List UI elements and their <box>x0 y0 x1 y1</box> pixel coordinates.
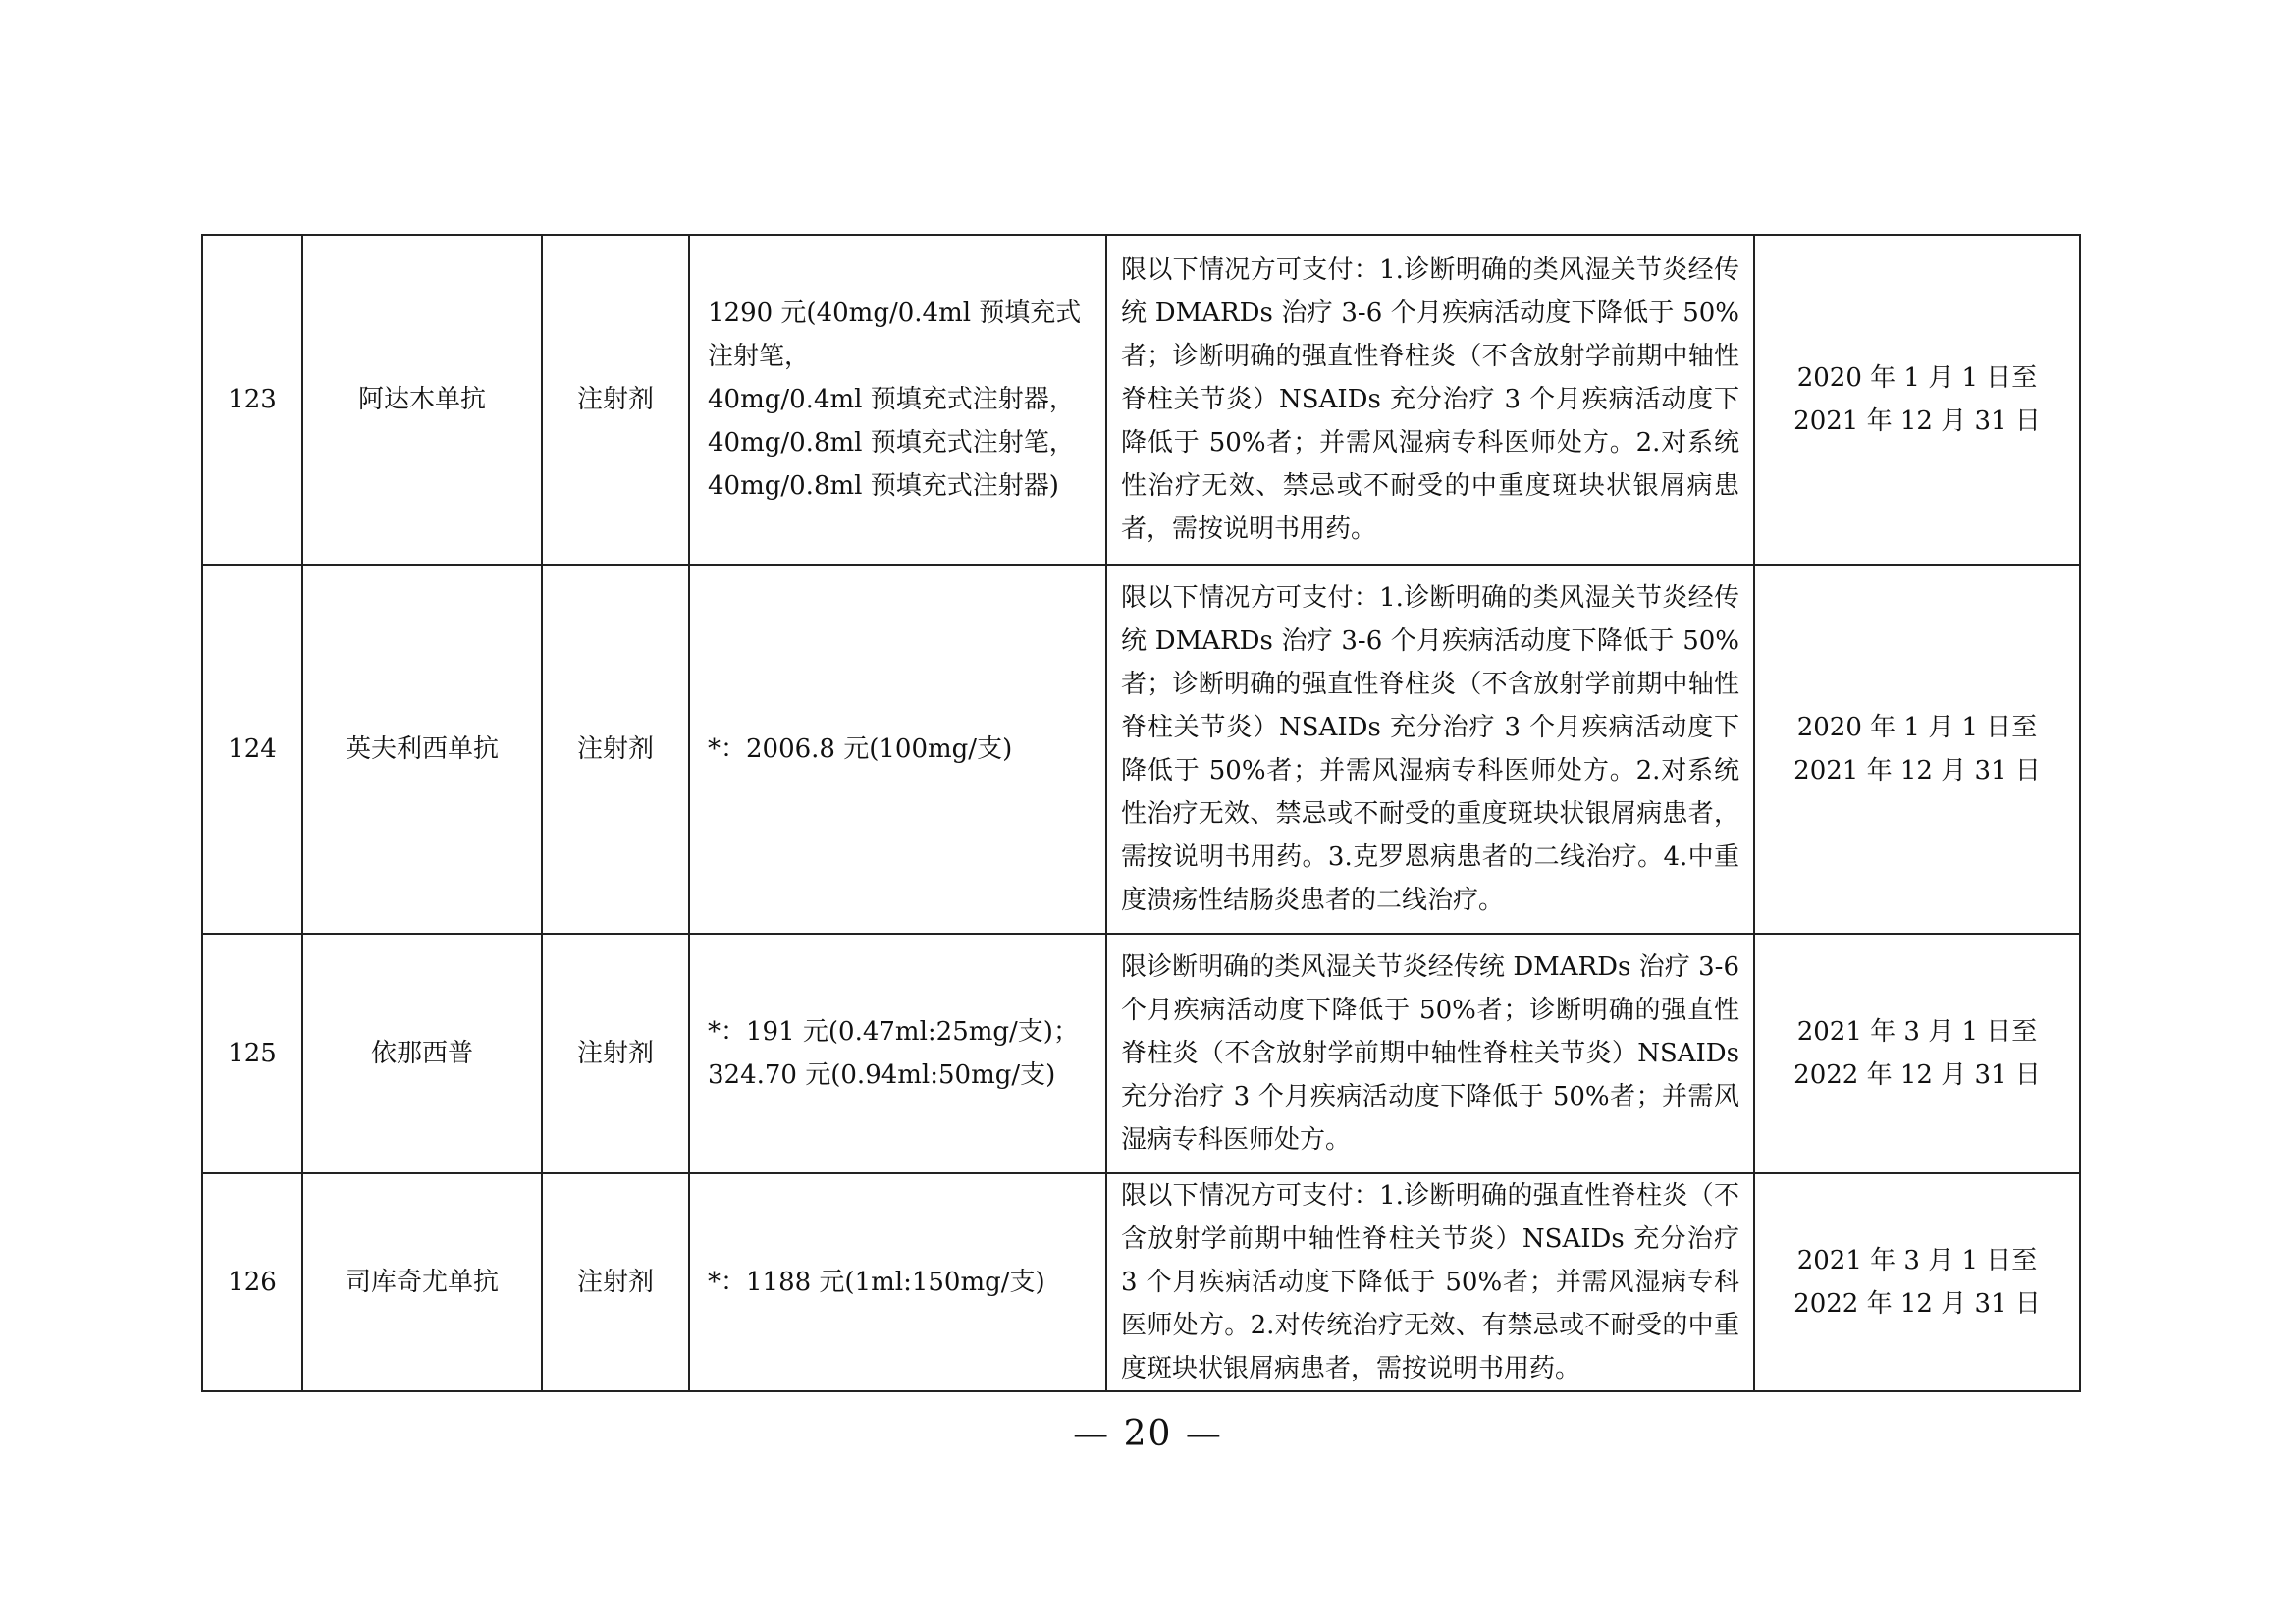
price-text: *：1188 元(1ml:150mg/支) <box>708 1268 1045 1297</box>
payment-limit-cell <box>1106 1173 1754 1391</box>
price-cell <box>689 235 1106 565</box>
agreement-period-text: 2020 年 1 月 1 日至 2021 年 12 月 31 日 <box>1793 363 2041 436</box>
price-cell <box>689 565 1106 934</box>
drug-name: 依那西普 <box>302 934 542 1173</box>
price-text: *：191 元(0.47ml:25mg/支)； 324.70 元(0.94ml:50mg/支) <box>708 1017 1079 1090</box>
table-row <box>202 934 2080 1173</box>
dosage-form: 注射剂 <box>542 1173 689 1391</box>
drug-name: 阿达木单抗 <box>302 235 542 565</box>
payment-limit-text: 限以下情况方可支付：1.诊断明确的强直性脊柱炎（不含放射学前期中轴性脊柱关节炎）NSAIDs 充分治疗 3 个月疾病活动度下降低于 50%者；并需风湿病专科医师处方。2.对传统治疗无效、有禁忌或不耐受的中重度斑块状银屑病患者，需按说明书用药。 <box>1121 1181 1739 1383</box>
payment-limit-text: 限诊断明确的类风湿关节炎经传统 DMARDs 治疗 3-6 个月疾病活动度下降低于 50%者；诊断明确的强直性脊柱炎（不含放射学前期中轴性脊柱关节炎）NSAIDs 充分治疗 3 个月疾病活动度下降低于 50%者；并需风湿病专科医师处方。 <box>1121 952 1739 1155</box>
page-number: — 20 — <box>1073 1414 1223 1454</box>
agreement-period-cell <box>1754 235 2080 565</box>
payment-limit-text: 限以下情况方可支付：1.诊断明确的类风湿关节炎经传统 DMARDs 治疗 3-6 个月疾病活动度下降低于 50%者；诊断明确的强直性脊柱炎（不含放射学前期中轴性脊柱关节炎）NSAIDs 充分治疗 3 个月疾病活动度下降低于 50%者；并需风湿病专科医师处方。2.对系统性治疗无效、禁忌或不耐受的重度斑块状银屑病患者，需按说明书用药。3.克罗恩病患者的二线治疗。4.中重度溃疡性结肠炎患者的二线治疗。 <box>1121 583 1739 915</box>
dosage-form: 注射剂 <box>542 565 689 934</box>
agreement-period-text: 2021 年 3 月 1 日至 2022 年 12 月 31 日 <box>1793 1017 2041 1090</box>
agreement-period-text: 2021 年 3 月 1 日至 2022 年 12 月 31 日 <box>1793 1246 2041 1319</box>
agreement-period-cell <box>1754 1173 2080 1391</box>
agreement-period-cell <box>1754 565 2080 934</box>
payment-limit-cell <box>1106 235 1754 565</box>
price-cell <box>689 1173 1106 1391</box>
price-text: *：2006.8 元(100mg/支) <box>708 734 1013 764</box>
payment-limit-text: 限以下情况方可支付：1.诊断明确的类风湿关节炎经传统 DMARDs 治疗 3-6 个月疾病活动度下降低于 50%者；诊断明确的强直性脊柱炎（不含放射学前期中轴性脊柱关节炎）NSAIDs 充分治疗 3 个月疾病活动度下降低于 50%者；并需风湿病专科医师处方。2.对系统性治疗无效、禁忌或不耐受的中重度斑块状银屑病患者，需按说明书用药。 <box>1121 255 1739 544</box>
table-row <box>202 235 2080 565</box>
drug-name: 司库奇尤单抗 <box>302 1173 542 1391</box>
table-row <box>202 565 2080 934</box>
drug-name: 英夫利西单抗 <box>302 565 542 934</box>
row-number: 123 <box>202 235 302 565</box>
dosage-form: 注射剂 <box>542 235 689 565</box>
agreement-period-text: 2020 年 1 月 1 日至 2021 年 12 月 31 日 <box>1793 713 2041 785</box>
dosage-form: 注射剂 <box>542 934 689 1173</box>
table-row <box>202 1173 2080 1391</box>
row-number: 124 <box>202 565 302 934</box>
price-text: 1290 元(40mg/0.4ml 预填充式注射笔， 40mg/0.4ml 预填充式注射器， 40mg/0.8ml 预填充式注射笔， 40mg/0.8ml 预填充式注射器) <box>708 298 1082 501</box>
payment-limit-cell <box>1106 565 1754 934</box>
drug-list-table <box>201 234 2081 1392</box>
agreement-period-cell <box>1754 934 2080 1173</box>
row-number: 126 <box>202 1173 302 1391</box>
payment-limit-cell <box>1106 934 1754 1173</box>
price-cell <box>689 934 1106 1173</box>
row-number: 125 <box>202 934 302 1173</box>
